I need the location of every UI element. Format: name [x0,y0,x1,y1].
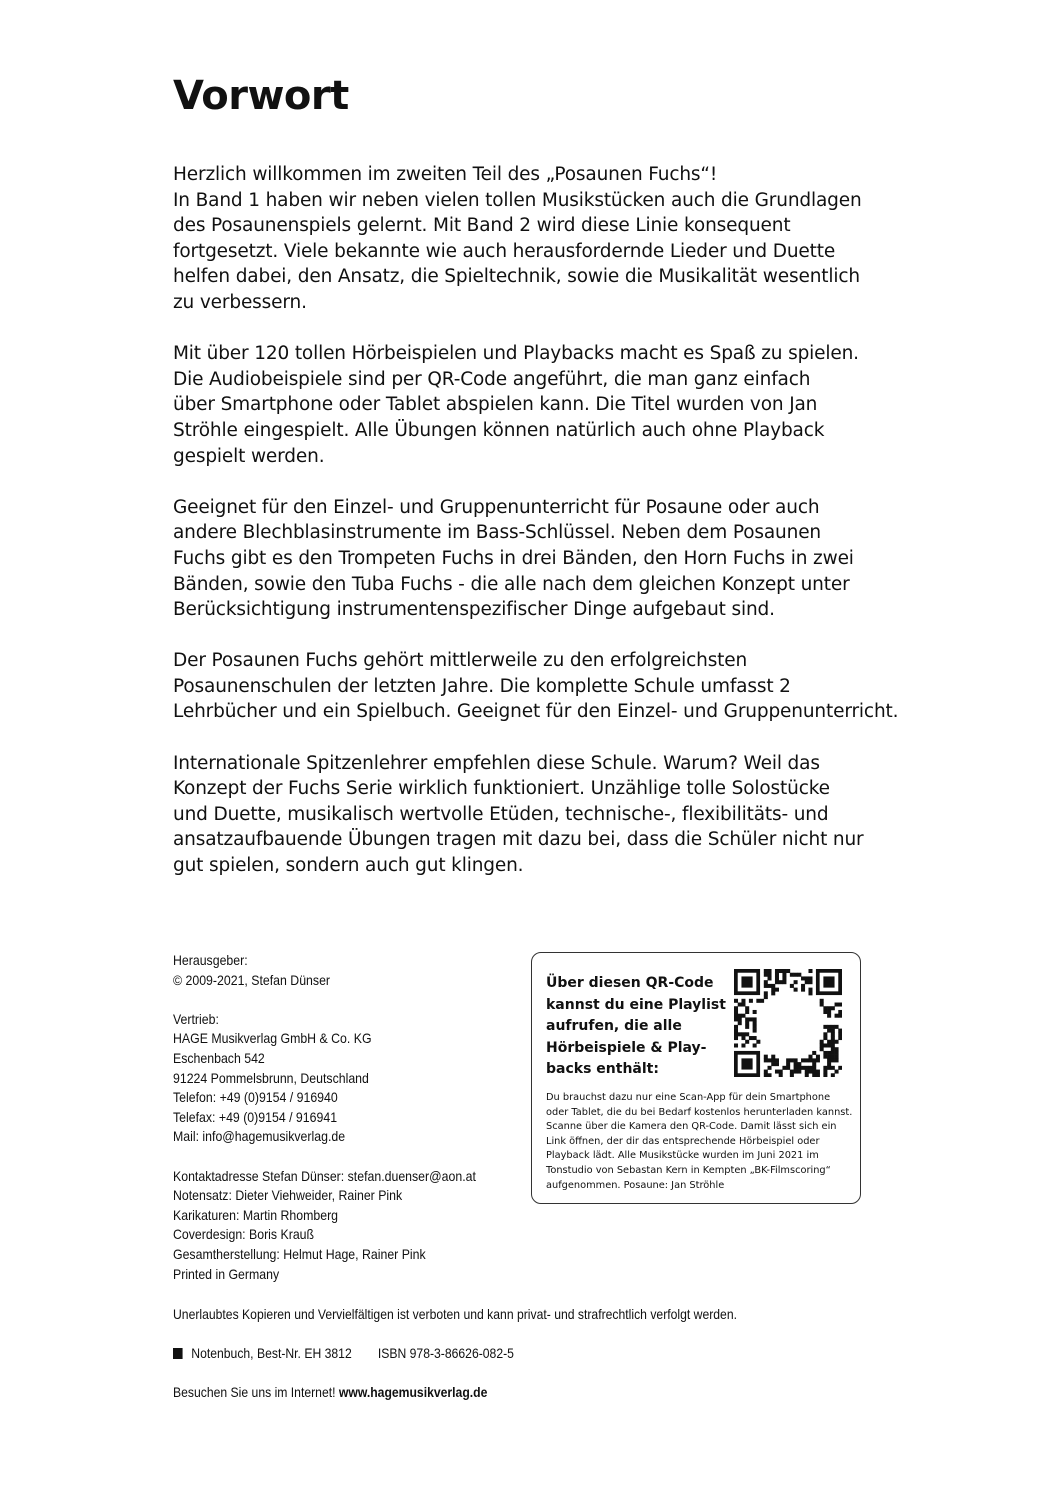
text-line: Internationale Spitzenlehrer empfehlen diese Schule. Warum? Weil das [173,752,820,774]
order-info [173,1343,514,1363]
distribution-line: HAGE Musikverlag GmbH & Co. KG [173,1030,372,1047]
copyright-notice: Unerlaubtes Kopieren und Vervielfältigen ist verboten und kann privat- und strafrechtlich verfolgt werden. [173,1306,737,1322]
text-line: und Duette, musikalisch wertvolle Etüden, technische-, flexibilitäts- und [173,803,829,825]
isbn: ISBN 978-3-86626-082-5 [377,1345,514,1361]
distribution-label: Vertrieb: [173,1010,219,1027]
text-line: gut spielen, sondern auch gut klingen. [173,855,524,877]
text-line: Ströhle eingespielt. Alle Übungen können natürlich auch ohne Playback [173,419,825,441]
distribution-line: 91224 Pommelsbrunn, Deutschland [173,1069,369,1086]
text-line: Herzlich willkommen im zweiten Teil des „Posaunen Fuchs“! [173,164,718,185]
qr-info-line: Tonstudio von Sebastan Kern in Kempten „BK-Filmscoring“ [546,1164,831,1176]
distribution-line: Telefax: +49 (0)9154 / 916941 [173,1108,338,1125]
paragraph-3 [173,495,893,623]
qr-heading-line: aufrufen, die alle [546,1018,682,1034]
distribution-line: Mail: info@hagemusikverlag.de [173,1128,346,1145]
website-link[interactable]: www.hagemusikverlag.de [338,1384,488,1400]
text-line: Geeignet für den Einzel- und Gruppenunterricht für Posaune oder auch [173,496,820,518]
qr-heading-line: Über diesen QR-Code [546,975,714,991]
qr-info-line: Link öffnen, der dir das entsprechende Hörbeispiel oder [546,1135,820,1147]
text-line: fortgesetzt. Viele bekannte wie auch herausfordernde Lieder und Duette [173,240,836,262]
website-prefix: Besuchen Sie uns im Internet! [173,1384,336,1400]
text-line: Bänden, sowie den Tuba Fuchs - die alle nach dem gleichen Konzept unter [173,573,850,595]
text-line: helfen dabei, den Ansatz, die Spieltechnik, sowie die Musikalität wesentlich [173,266,860,288]
credit-line: Printed in Germany [173,1265,280,1282]
square-bullet-icon [173,1348,183,1359]
imprint [173,951,490,1284]
qr-heading-line: backs enthält: [546,1061,659,1077]
text-line: zu verbessern. [173,291,307,313]
qr-heading-line: kannst du eine Playlist [546,996,726,1013]
order-number: Notenbuch, Best-Nr. EH 3812 [191,1345,352,1361]
credit-line: Karikaturen: Martin Rhomberg [173,1206,339,1223]
text-line: Berücksichtigung instrumentenspezifischer Dinge aufgebaut sind. [173,599,775,621]
publisher-label: Herausgeber: [173,952,248,968]
text-line: Der Posaunen Fuchs gehört mittlerweile zu den erfolgreichsten [173,650,748,672]
credit-line: Gesamtherstellung: Helmut Hage, Rainer Pink [173,1245,426,1262]
text-line: In Band 1 haben wir neben vielen tollen Musikstücken auch die Grundlagen [173,189,862,211]
qr-info-line: aufgenommen. Posaune: Jan Ströhle [546,1179,725,1191]
credit-line: Notensatz: Dieter Viehweider, Rainer Pink [173,1187,403,1204]
qr-info-line: Playback lädt. Alle Musikstücke wurden im Juni 2021 im [546,1150,819,1162]
text-line: über Smartphone oder Tablet abspielen kann. Die Titel wurden von Jan [173,394,818,416]
text-line: ansatzaufbauende Übungen tragen mit dazu bei, dass die Schüler nicht nur [173,829,864,851]
text-line: des Posaunenspiels gelernt. Mit Band 2 wird diese Linie konsequent [173,215,791,237]
text-line: gespielt werden. [173,445,325,467]
qr-code-icon[interactable] [734,969,842,1077]
qr-info-line: Scanne über die Kamera den QR-Code. Damit lässt sich ein [546,1121,837,1133]
credit-line: Coverdesign: Boris Krauß [173,1226,315,1243]
paragraph-2 [173,341,893,469]
paragraph-4 [173,648,899,725]
paragraph-5 [173,751,893,879]
page-title: Vorwort [173,73,349,119]
qr-instructions [546,1091,856,1193]
qr-heading-line: Hörbeispiele & Play- [546,1039,707,1056]
distribution-line: Telefon: +49 (0)9154 / 916940 [173,1089,338,1106]
text-line: andere Blechblasinstrumente im Bass-Schlüssel. Neben dem Posaunen [173,522,822,544]
qr-info-line: oder Tablet, die du bei Bedarf kostenlos herunterladen kannst. [546,1106,853,1118]
credit-line: Kontaktadresse Stefan Dünser: stefan.duenser@aon.at [173,1167,476,1184]
text-line: Konzept der Fuchs Serie wirklich funktioniert. Unzählige tolle Solostücke [173,778,830,800]
website-line [173,1382,487,1402]
qr-info-line: Du brauchst dazu nur eine Scan-App für dein Smartphone [546,1092,831,1103]
publisher-value: © 2009-2021, Stefan Dünser [173,971,331,988]
foreword-text [173,162,899,904]
paragraph-1 [173,162,893,316]
qr-heading [546,973,731,1081]
qr-info-box [531,952,861,1204]
text-line: Die Audiobeispiele sind per QR-Code angeführt, die man ganz einfach [173,368,811,390]
text-line: Lehrbücher und ein Spielbuch. Geeignet für den Einzel- und Gruppenunterricht. [173,701,899,723]
text-line: Fuchs gibt es den Trompeten Fuchs in drei Bänden, den Horn Fuchs in zwei [173,547,854,569]
distribution-line: Eschenbach 542 [173,1049,265,1066]
text-line: Mit über 120 tollen Hörbeispielen und Playbacks macht es Spaß zu spielen. [173,343,859,365]
text-line: Posaunenschulen der letzten Jahre. Die komplette Schule umfasst 2 [173,675,791,697]
